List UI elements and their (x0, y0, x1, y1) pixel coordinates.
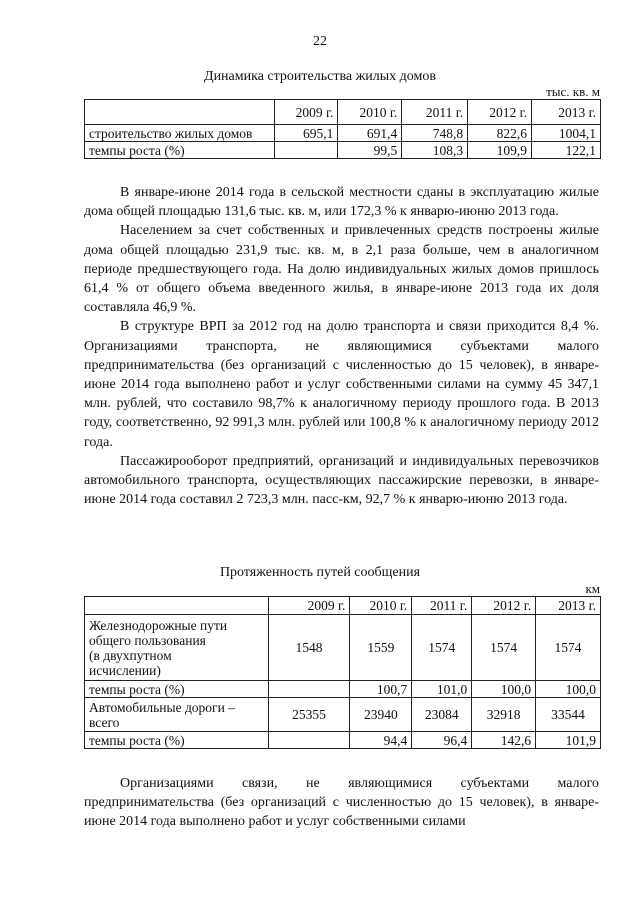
cell: 33544 (536, 698, 601, 732)
cell: 1574 (472, 615, 536, 681)
paragraph: Пассажирооборот предприятий, организаций и индивидуальных перевозчиков автомобильного транспорта, осуществляющих пассажирские перевозки, в январе-июне 2014 года составил 2 723,3 млн. пасс-км, 92,7 % к январю-июню 2013 года. (84, 453, 599, 508)
cell: 94,4 (350, 732, 412, 749)
cell: 109,9 (468, 142, 532, 159)
cell: 1004,1 (532, 125, 601, 142)
cell: 822,6 (468, 125, 532, 142)
cell: 101,9 (536, 732, 601, 749)
table2-year: 2012 г. (472, 597, 536, 615)
cell: 748,8 (402, 125, 468, 142)
table1-unit: тыс. кв. м (546, 84, 600, 99)
paragraph: Организациями связи, не являющимися субъектами малого предпринимательства (без организаций с численностью до 15 человек), в январе-июне 2014 года выполнено работ и услуг собственными силами (84, 776, 599, 830)
cell: 1559 (350, 615, 412, 681)
cell: 100,7 (350, 681, 412, 698)
row-label (85, 615, 269, 681)
table-row (85, 698, 601, 732)
label-line: (в двухпутном (89, 647, 172, 663)
cell: 23940 (350, 698, 412, 732)
table-row (85, 125, 601, 142)
table1-year: 2010 г. (338, 100, 402, 125)
table2-year: 2011 г. (412, 597, 472, 615)
cell (268, 681, 350, 698)
cell: 32918 (472, 698, 536, 732)
row-label: строительство жилых домов (85, 125, 275, 142)
body-text-2 (84, 774, 599, 832)
cell: 100,0 (536, 681, 601, 698)
table-row (85, 615, 601, 681)
cell: 122,1 (532, 142, 601, 159)
table1-header-row (85, 100, 601, 125)
label-line: Автомобильные дороги – (89, 699, 235, 715)
table2-year: 2013 г. (536, 597, 601, 615)
paragraph: В январе-июне 2014 года в сельской местности сданы в эксплуатацию жилые дома общей площадью 131,6 тыс. кв. м, или 172,3 % к январю-июню 2013 года. (84, 185, 599, 220)
cell: 100,0 (472, 681, 536, 698)
table2-unit: км (585, 581, 600, 596)
table-row (85, 732, 601, 749)
label-line: исчислении) (89, 662, 161, 678)
row-label: темпы роста (%) (85, 142, 275, 159)
cell (268, 732, 350, 749)
body-text-1 (84, 183, 599, 509)
label-line: Железнодорожные пути (89, 617, 228, 633)
paragraph: В структуре ВРП за 2012 год на долю транспорта и связи приходится 8,4 %. Организациями транспорта, не являющимися субъектами малого предпринимательства (без организаций с численностью до 15 человек), в январе-июне 2014 года выполнено работ и услуг собственными силами на сумму 45 347,1 млн. рублей, что составило 98,7% к аналогичному периоду прошлого года. В 2013 году, соответственно, 92 991,3 млн. рублей или 100,8 % к аналогичному периоду 2012 года. (84, 319, 599, 450)
cell: 1574 (412, 615, 472, 681)
table1-corner (85, 100, 275, 125)
cell (274, 142, 338, 159)
row-label: темпы роста (%) (85, 681, 269, 698)
cell: 691,4 (338, 125, 402, 142)
table2-title: Протяженность путей сообщения (219, 565, 421, 580)
table-row (85, 681, 601, 698)
cell: 25355 (268, 698, 350, 732)
cell: 23084 (412, 698, 472, 732)
paragraph: Населением за счет собственных и привлеченных средств построены жилые дома общей площадью 231,9 тыс. кв. м, в 2,1 раза больше, чем в аналогичном периоде предшествующего года. На долю индивидуальных жилых домов пришлось 61,4 % от общего объема введенного жилья, в январе-июне 2013 года их доля составляла 46,9 %. (84, 223, 599, 316)
table2-year: 2010 г. (350, 597, 412, 615)
table1-year: 2013 г. (532, 100, 601, 125)
table-row (85, 142, 601, 159)
cell: 108,3 (402, 142, 468, 159)
label-line: общего пользования (89, 632, 206, 648)
label-line: всего (89, 714, 120, 730)
cell: 142,6 (472, 732, 536, 749)
row-label (85, 698, 269, 732)
table1-year: 2012 г. (468, 100, 532, 125)
routes-table (84, 596, 601, 749)
table1-year: 2009 г. (274, 100, 338, 125)
table2-year: 2009 г. (268, 597, 350, 615)
cell: 695,1 (274, 125, 338, 142)
cell: 99,5 (338, 142, 402, 159)
cell: 1548 (268, 615, 350, 681)
housing-table (84, 99, 601, 159)
table1-year: 2011 г. (402, 100, 468, 125)
cell: 1574 (536, 615, 601, 681)
table2-corner (85, 597, 269, 615)
page-number: 22 (313, 34, 327, 49)
cell: 101,0 (412, 681, 472, 698)
row-label: темпы роста (%) (85, 732, 269, 749)
table2-header-row (85, 597, 601, 615)
cell: 96,4 (412, 732, 472, 749)
table1-title: Динамика строительства жилых домов (204, 69, 436, 84)
